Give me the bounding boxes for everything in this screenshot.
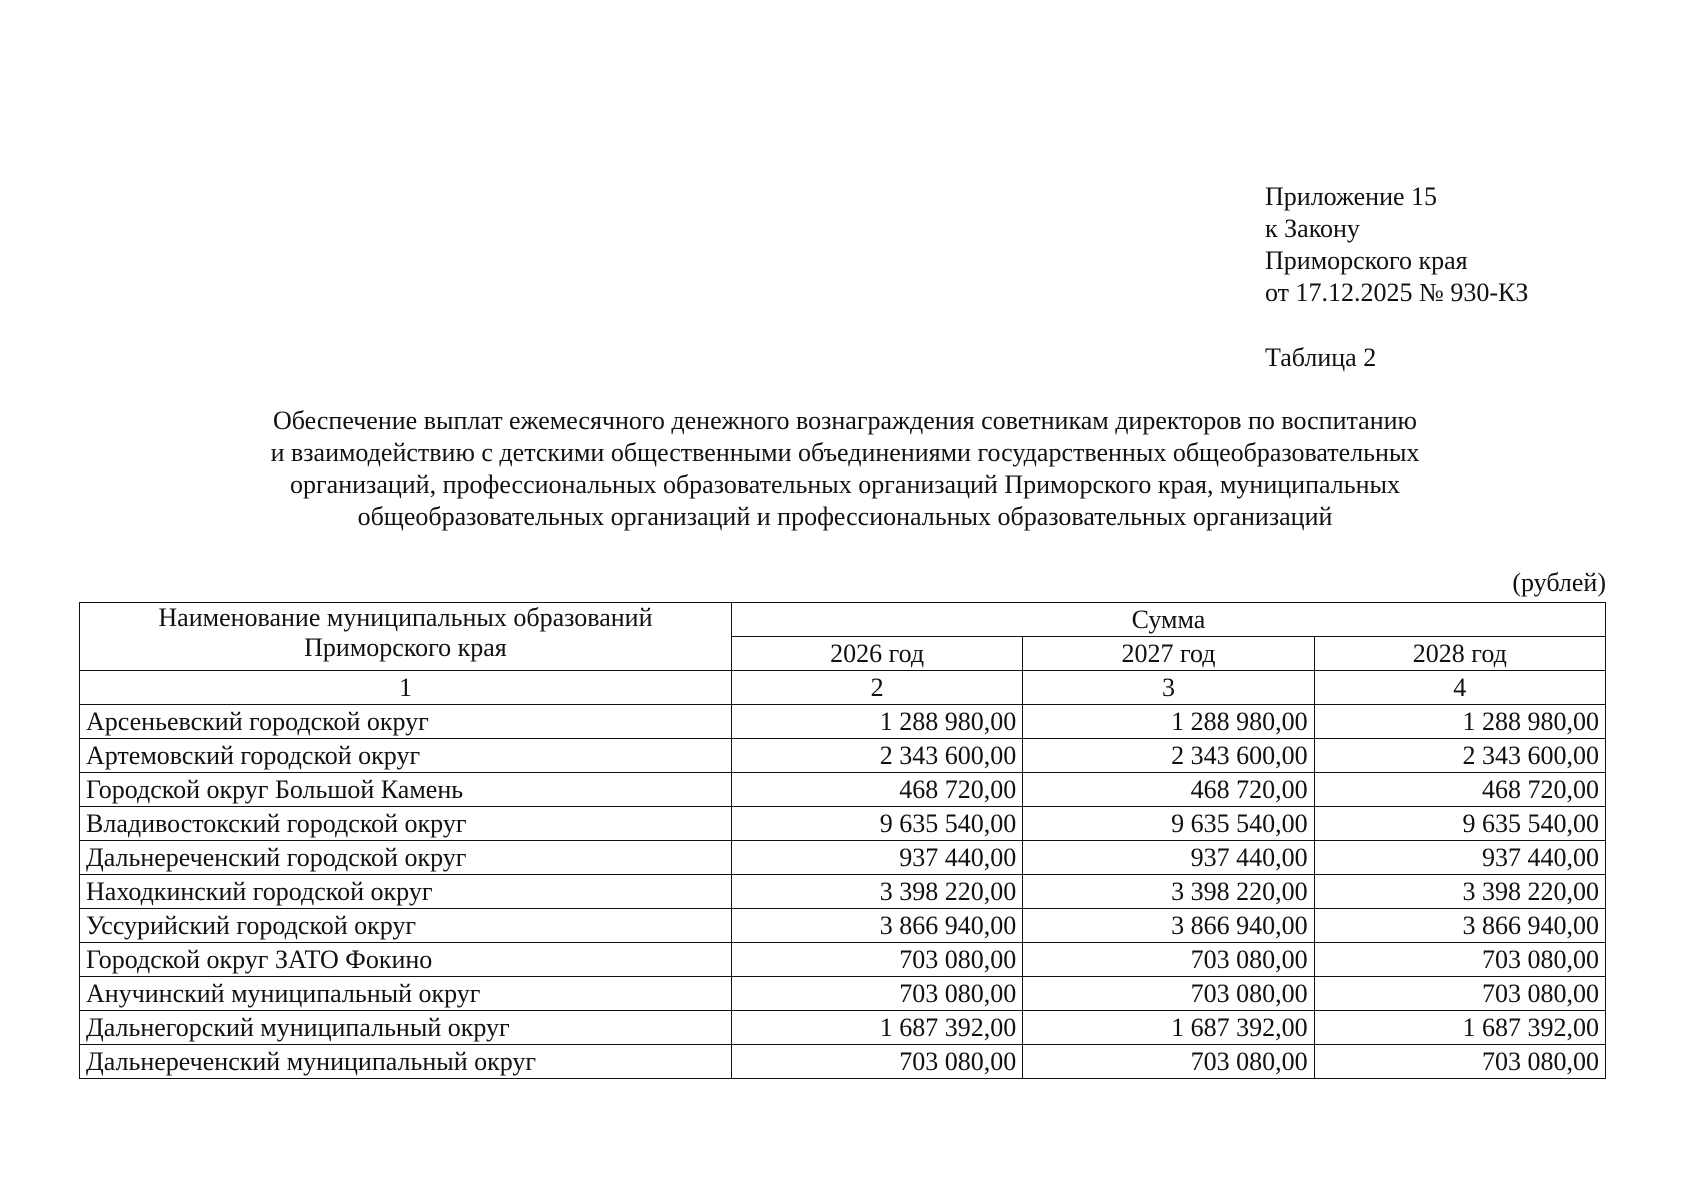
- amount-2027-год: 937 440,00: [1023, 841, 1314, 875]
- municipality-name: Городской округ Большой Камень: [80, 773, 732, 807]
- amount-2028-год: 9 635 540,00: [1314, 807, 1605, 841]
- amount-2026-год: 703 080,00: [731, 943, 1022, 977]
- table-row: [80, 1011, 1606, 1045]
- amount-2026-год: 468 720,00: [731, 773, 1022, 807]
- amount-2028-год: 2 343 600,00: [1314, 739, 1605, 773]
- column-index: 4: [1314, 671, 1605, 705]
- municipality-name: Уссурийский городской округ: [80, 909, 732, 943]
- municipality-name: Арсеньевский городской округ: [80, 705, 732, 739]
- table-row: [80, 909, 1606, 943]
- name-header-line: Наименование муниципальных образований: [158, 603, 653, 632]
- amount-2026-год: 3 398 220,00: [731, 875, 1022, 909]
- amount-2027-год: 1 288 980,00: [1023, 705, 1314, 739]
- amount-2028-год: 468 720,00: [1314, 773, 1605, 807]
- municipality-name: Городской округ ЗАТО Фокино: [80, 943, 732, 977]
- table-row: [80, 943, 1606, 977]
- municipality-name: Дальнереченский муниципальный округ: [80, 1045, 732, 1079]
- amount-2027-год: 703 080,00: [1023, 1045, 1314, 1079]
- sum-column-header: Сумма: [731, 603, 1605, 637]
- amount-2027-год: 468 720,00: [1023, 773, 1314, 807]
- title-line: общеобразовательных организаций и профессиональных образовательных организаций: [357, 502, 1333, 531]
- year-header: 2026 год: [731, 637, 1022, 671]
- amount-2026-год: 3 866 940,00: [731, 909, 1022, 943]
- table-row: [80, 739, 1606, 773]
- appendix-line: Приложение 15: [1265, 182, 1438, 211]
- amount-2028-год: 3 398 220,00: [1314, 875, 1605, 909]
- amount-2026-год: 2 343 600,00: [731, 739, 1022, 773]
- municipality-name: Артемовский городской округ: [80, 739, 732, 773]
- document-title: [80, 405, 1610, 533]
- amount-2028-год: 703 080,00: [1314, 943, 1605, 977]
- table-row: [80, 841, 1606, 875]
- column-index: 3: [1023, 671, 1314, 705]
- title-line: организаций, профессиональных образовательных организаций Приморского края, муниципальных: [290, 470, 1400, 499]
- municipality-name: Дальнереченский городской округ: [80, 841, 732, 875]
- table-body: [80, 705, 1606, 1079]
- title-line: и взаимодействию с детскими общественными объединениями государственных общеобразовательных: [270, 438, 1420, 467]
- table-header-row: [80, 603, 1606, 637]
- name-column-header: [80, 603, 732, 671]
- appendix-line: к Закону: [1265, 214, 1360, 243]
- amount-2028-год: 703 080,00: [1314, 1045, 1605, 1079]
- table-row: [80, 977, 1606, 1011]
- municipality-name: Дальнегорский муниципальный округ: [80, 1011, 732, 1045]
- amount-2026-год: 1 288 980,00: [731, 705, 1022, 739]
- title-line: Обеспечение выплат ежемесячного денежного вознаграждения советникам директоров по воспитанию: [273, 406, 1417, 435]
- amount-2027-год: 2 343 600,00: [1023, 739, 1314, 773]
- amount-2026-год: 703 080,00: [731, 1045, 1022, 1079]
- appendix-line: Приморского края: [1265, 246, 1468, 275]
- municipality-name: Анучинский муниципальный округ: [80, 977, 732, 1011]
- name-header-line: Приморского края: [304, 633, 507, 662]
- column-index: 2: [731, 671, 1022, 705]
- appendix-line: от 17.12.2025 № 930-КЗ: [1265, 278, 1529, 307]
- amount-2026-год: 937 440,00: [731, 841, 1022, 875]
- year-header: 2027 год: [1023, 637, 1314, 671]
- table-row: [80, 807, 1606, 841]
- amount-2027-год: 1 687 392,00: [1023, 1011, 1314, 1045]
- amount-2027-год: 703 080,00: [1023, 943, 1314, 977]
- amount-2028-год: 703 080,00: [1314, 977, 1605, 1011]
- municipality-name: Находкинский городской округ: [80, 875, 732, 909]
- amount-2027-год: 3 398 220,00: [1023, 875, 1314, 909]
- municipality-name: Владивостокский городской округ: [80, 807, 732, 841]
- amount-2026-год: 9 635 540,00: [731, 807, 1022, 841]
- amount-2027-год: 9 635 540,00: [1023, 807, 1314, 841]
- table-row: [80, 773, 1606, 807]
- amount-2028-год: 3 866 940,00: [1314, 909, 1605, 943]
- table-row: [80, 875, 1606, 909]
- table-label: Таблица 2: [1265, 343, 1377, 372]
- table-row: [80, 1045, 1606, 1079]
- amount-2027-год: 3 866 940,00: [1023, 909, 1314, 943]
- amount-2028-год: 1 288 980,00: [1314, 705, 1605, 739]
- amount-2026-год: 703 080,00: [731, 977, 1022, 1011]
- year-header: 2028 год: [1314, 637, 1605, 671]
- appendix-header: [1265, 181, 1528, 309]
- column-index-row: [80, 671, 1606, 705]
- budget-table: [79, 602, 1606, 1079]
- amount-2028-год: 937 440,00: [1314, 841, 1605, 875]
- amount-2028-год: 1 687 392,00: [1314, 1011, 1605, 1045]
- units-label: (рублей): [1512, 568, 1606, 597]
- table-row: [80, 705, 1606, 739]
- amount-2027-год: 703 080,00: [1023, 977, 1314, 1011]
- column-index: 1: [80, 671, 732, 705]
- amount-2026-год: 1 687 392,00: [731, 1011, 1022, 1045]
